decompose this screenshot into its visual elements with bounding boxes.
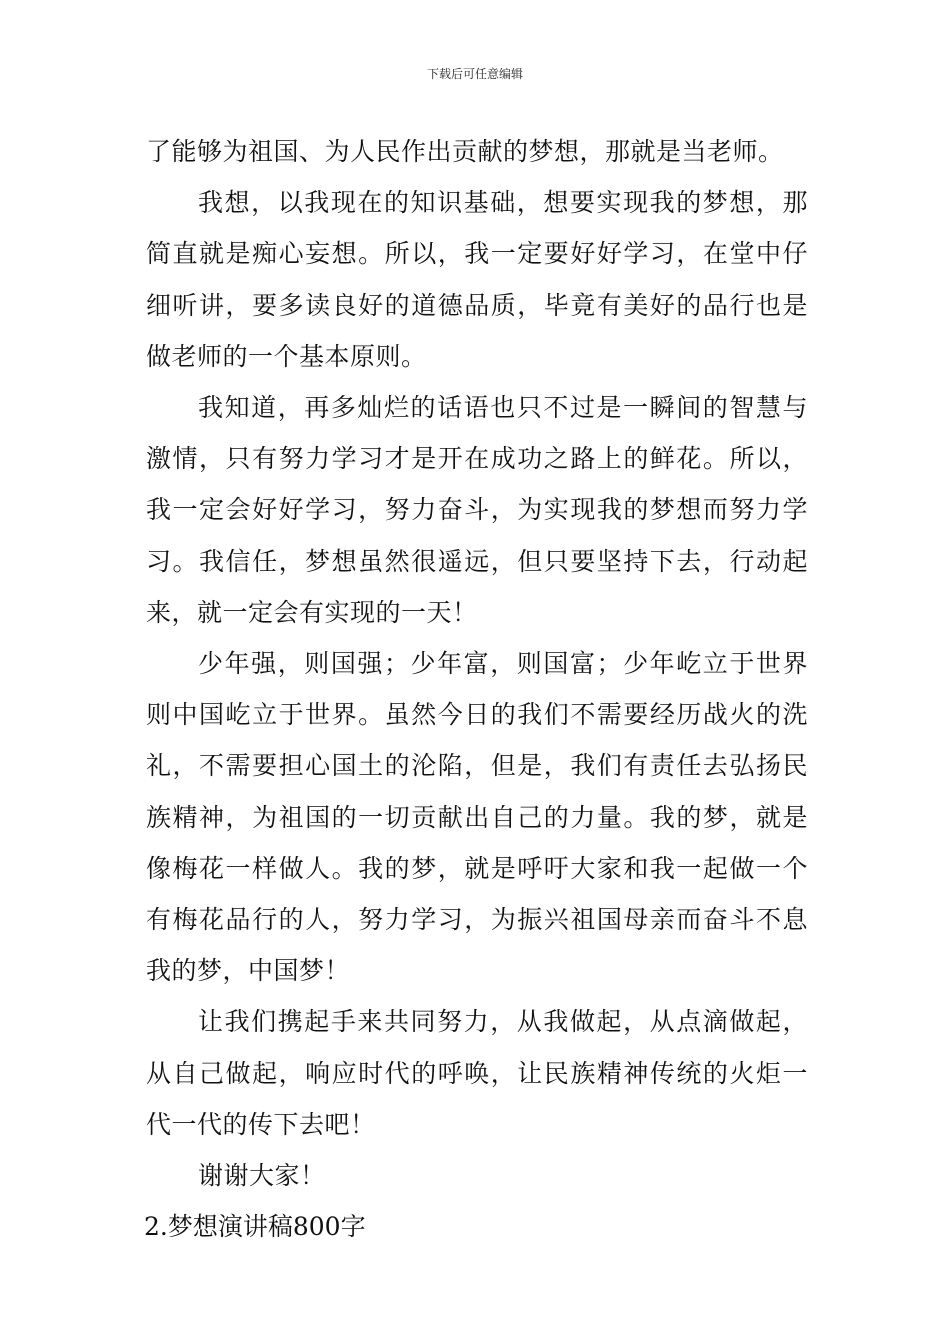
paragraph-thanks: 谢谢大家！ <box>198 1161 326 1191</box>
paragraph-together: 让我们携起手来共同努力，从我做起，从点滴做起，从自己做起，响应时代的呼唤，让民族精神传统的火炬一代一代的传下去吧！ <box>146 1007 808 1139</box>
paragraph-youth: 少年强，则国强；少年富，则国富；少年屹立于世界则中国屹立于世界。虽然今日的我们不需要经历战火的洗礼，不需要担心国土的沦陷，但是，我们有责任去弘扬民族精神，为祖国的一切贡献出自己的力量。我的梦，就是像梅花一样做人。我的梦，就是呼吁大家和我一起做一个有梅花品行的人，努力学习，为振兴祖国母亲而奋斗不息我的梦，中国梦！ <box>146 649 808 986</box>
paragraph-knowledge: 我想，以我现在的知识基础，想要实现我的梦想，那简直就是痴心妄想。所以，我一定要好好学习，在堂中仔细听讲，要多读良好的道德品质，毕竟有美好的品行也是做老师的一个基本原则。 <box>146 188 808 371</box>
paragraph-effort: 我知道，再多灿烂的话语也只不过是一瞬间的智慧与激情，只有努力学习才是开在成功之路上的鲜花。所以，我一定会好好学习，努力奋斗，为实现我的梦想而努力学习。我信任，梦想虽然很遥远，但只要坚持下去，行动起来，就一定会有实现的一天！ <box>146 393 808 627</box>
section-heading: 2.梦想演讲稿800字 <box>144 1212 366 1242</box>
page-header-note: 下载后可任意编辑 <box>426 67 523 81</box>
document-body <box>146 126 808 1252</box>
paragraph-continuation: 了能够为祖国、为人民作出贡献的梦想，那就是当老师。 <box>146 137 784 166</box>
